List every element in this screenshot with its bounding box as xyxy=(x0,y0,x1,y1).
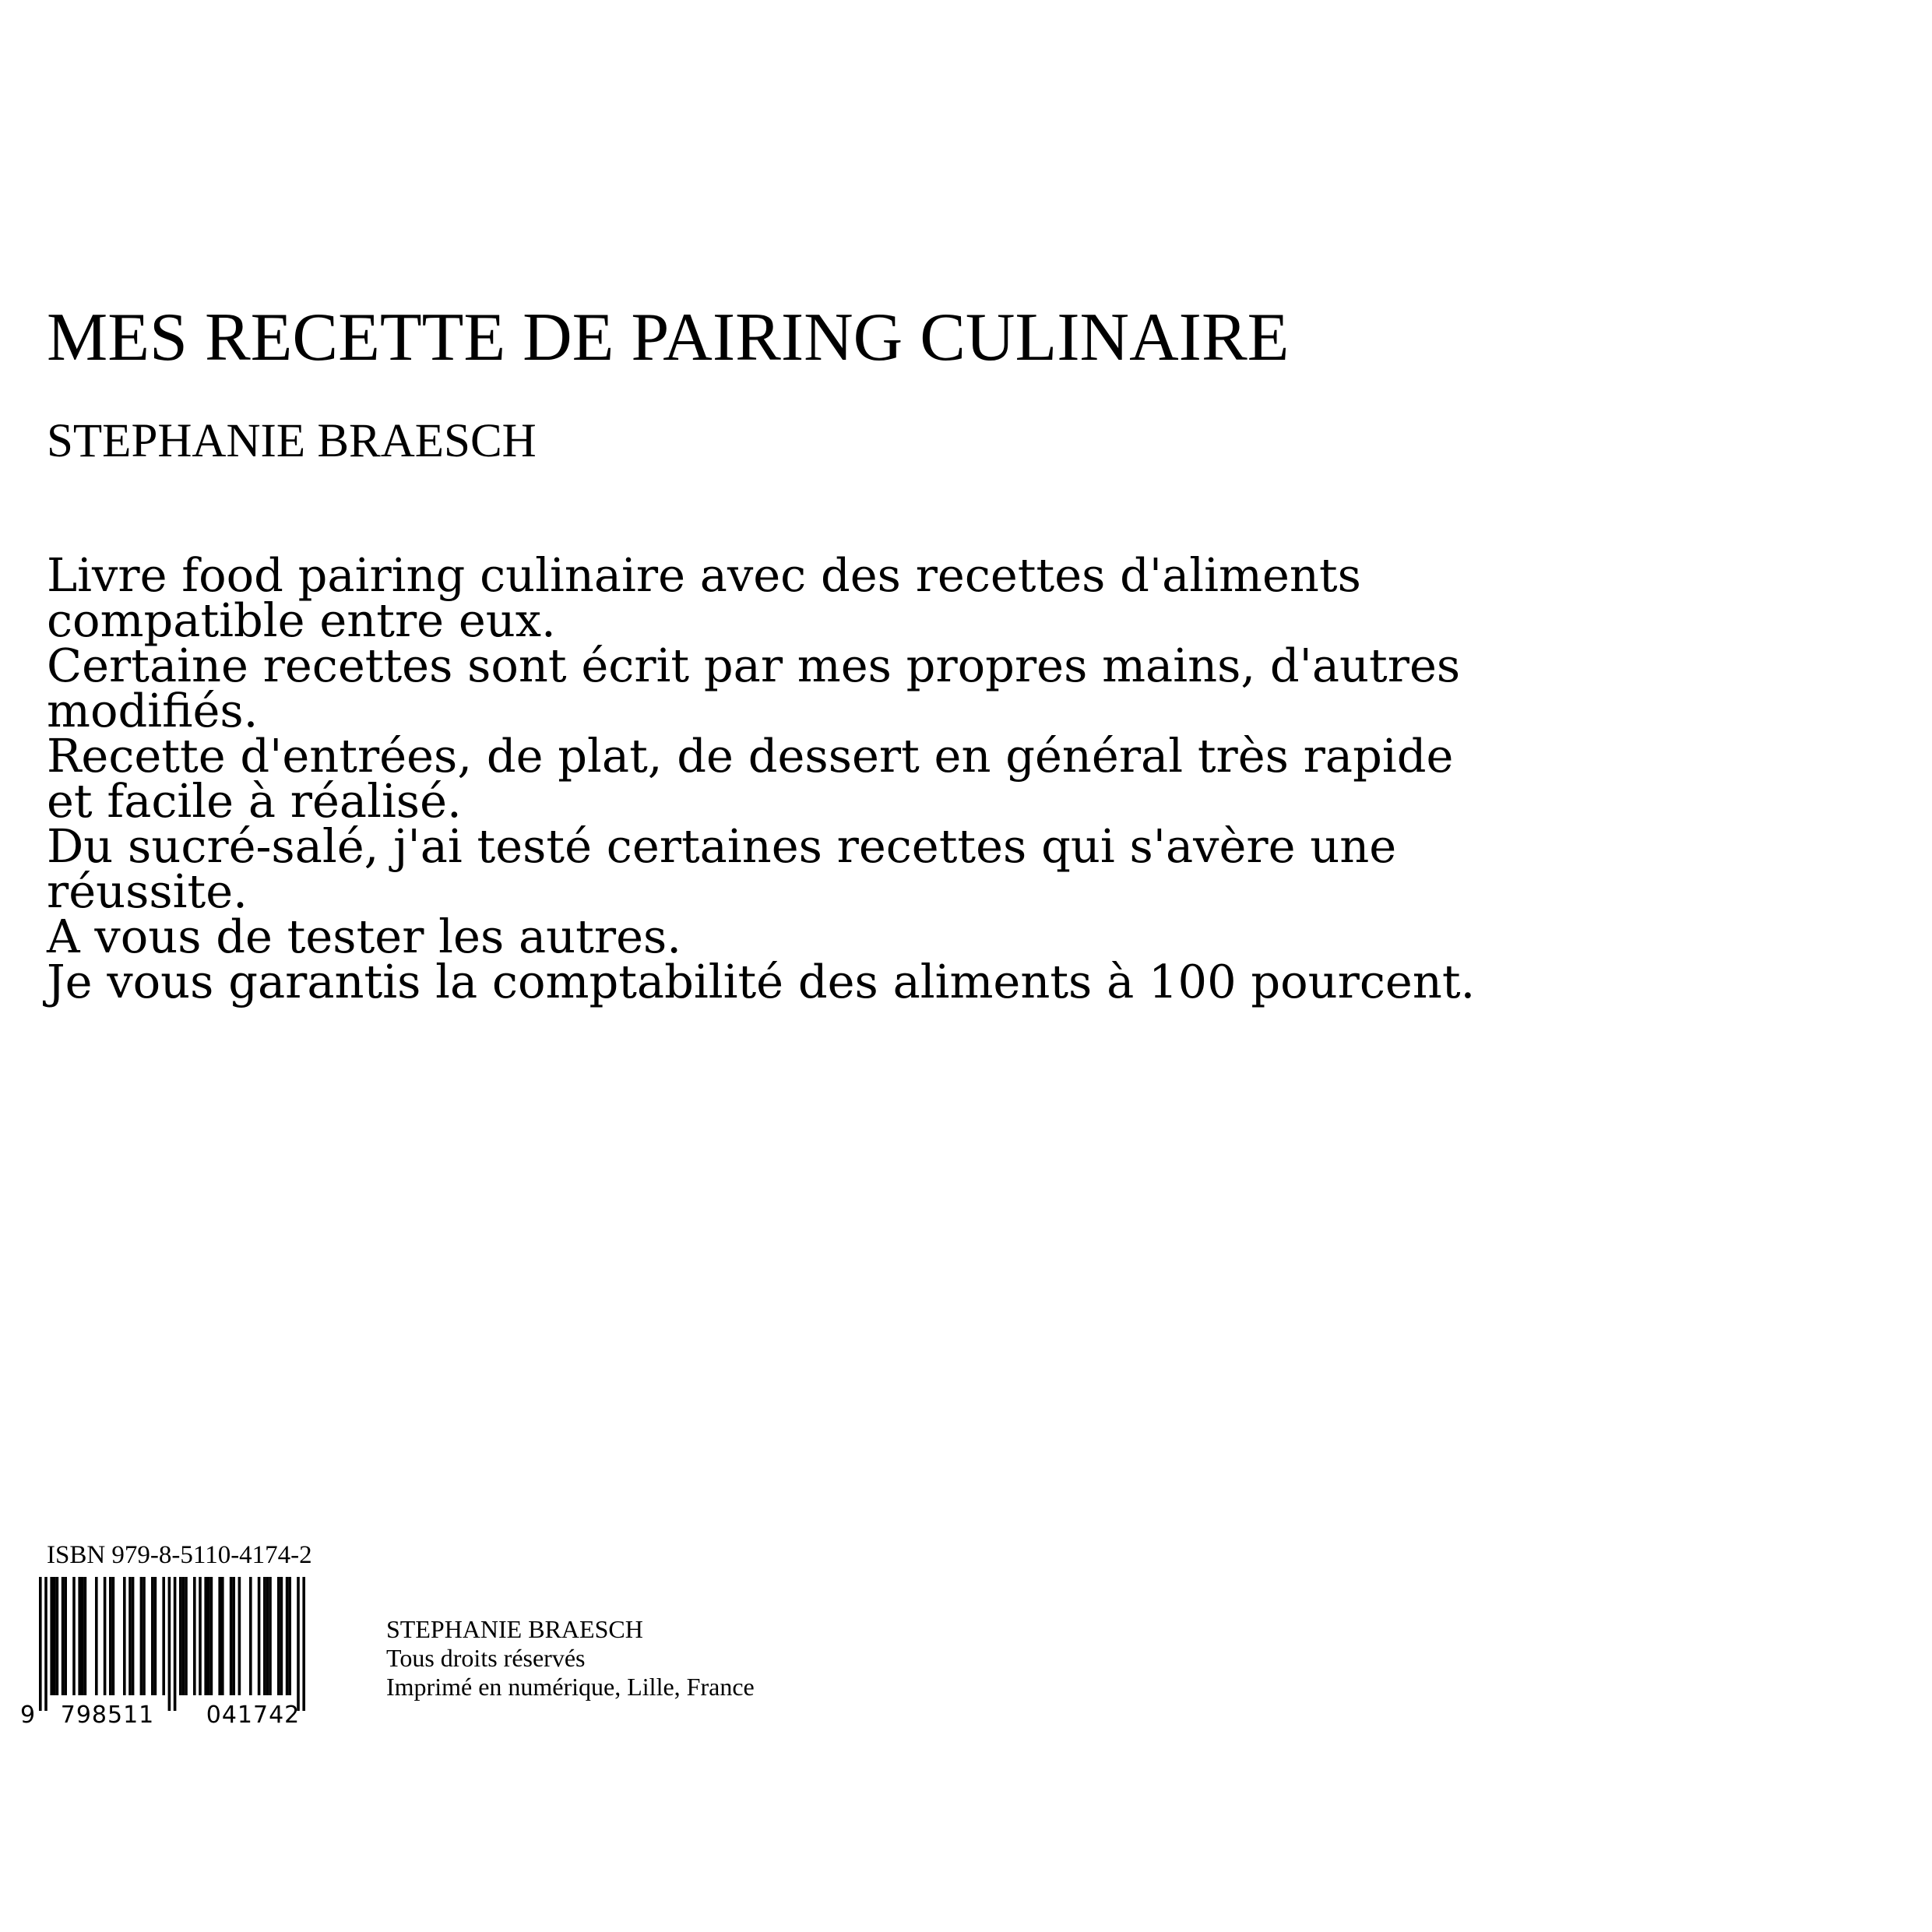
barcode-bar xyxy=(162,1577,165,1695)
blurb-line: Certaine recettes sont écrit par mes propres mains, d'autres modifiés. xyxy=(47,639,1461,737)
barcode-bar xyxy=(266,1577,269,1695)
back-cover-blurb xyxy=(47,548,1480,1008)
barcode-bar xyxy=(72,1577,76,1695)
blurb-line: Recette d'entrées, de plat, de dessert en général très rapide et facile à réalisé. xyxy=(47,729,1454,828)
blurb-line: Je vous garantis la comptabilité des aliments à 100 pourcent. xyxy=(47,955,1476,1008)
barcode-bar xyxy=(109,1577,112,1695)
blurb-line: A vous de tester les autres. xyxy=(47,910,682,963)
imprint-block xyxy=(386,1615,755,1701)
barcode-bar xyxy=(140,1577,143,1695)
barcode-bar xyxy=(128,1577,132,1695)
isbn-label: ISBN 979-8-5110-4174-2 xyxy=(47,1541,312,1569)
barcode-bar xyxy=(132,1577,135,1695)
barcode-bar xyxy=(258,1577,261,1695)
blurb-line: Livre food pairing culinaire avec des recettes d'aliments compatible entre eux. xyxy=(47,548,1361,647)
barcode-bar xyxy=(230,1577,233,1695)
barcode-guard-bar xyxy=(174,1577,177,1711)
barcode-bar xyxy=(204,1577,207,1695)
imprint-printing: Imprimé en numérique, Lille, France xyxy=(386,1673,755,1701)
barcode-bar xyxy=(269,1577,272,1695)
barcode-bar xyxy=(238,1577,241,1695)
barcode-bar xyxy=(112,1577,115,1695)
barcode-bar xyxy=(53,1577,56,1695)
barcode-bar xyxy=(218,1577,221,1695)
barcode-bar xyxy=(151,1577,154,1695)
barcode-bar xyxy=(193,1577,196,1695)
barcode-guard-bar xyxy=(302,1577,305,1711)
barcode-bar xyxy=(185,1577,188,1695)
barcode-bar xyxy=(210,1577,213,1695)
barcode-bar xyxy=(277,1577,280,1695)
barcode-bar xyxy=(104,1577,107,1695)
barcode-bar xyxy=(232,1577,235,1695)
barcode-guard-bar xyxy=(39,1577,42,1711)
barcode-bar xyxy=(95,1577,98,1695)
barcode-bar xyxy=(81,1577,84,1695)
barcode-bar xyxy=(84,1577,87,1695)
barcode-bar xyxy=(249,1577,252,1695)
imprint-publisher: STEPHANIE BRAESCH xyxy=(386,1615,643,1643)
isbn-barcode xyxy=(16,1577,335,1725)
barcode-bar xyxy=(64,1577,67,1695)
barcode-bar xyxy=(199,1577,202,1695)
barcode-bar xyxy=(221,1577,224,1695)
barcode-bar xyxy=(286,1577,289,1695)
barcode-bar xyxy=(207,1577,210,1695)
book-title: MES RECETTE DE PAIRING CULINAIRE xyxy=(47,300,1290,375)
barcode-bars xyxy=(39,1577,305,1711)
barcode-guard-bar xyxy=(44,1577,48,1711)
blurb-line: Du sucré-salé, j'ai testé certaines recettes qui s'avère une réussite. xyxy=(47,819,1397,918)
barcode-bar xyxy=(288,1577,291,1695)
barcode-guard-bar xyxy=(297,1577,300,1711)
barcode-bar xyxy=(78,1577,81,1695)
barcode-guard-bar xyxy=(168,1577,171,1711)
barcode-right-digits: 041742 xyxy=(206,1701,301,1725)
barcode-bar xyxy=(56,1577,59,1695)
barcode-bar xyxy=(62,1577,65,1695)
imprint-rights: Tous droits réservés xyxy=(386,1644,586,1672)
barcode-bar xyxy=(263,1577,266,1695)
barcode-bar xyxy=(50,1577,53,1695)
barcode-bar xyxy=(143,1577,146,1695)
barcode-bar xyxy=(154,1577,157,1695)
author-name: STEPHANIE BRAESCH xyxy=(47,415,537,467)
barcode-left-digits: 798511 xyxy=(60,1701,155,1725)
barcode-bar xyxy=(280,1577,283,1695)
barcode-bar xyxy=(123,1577,126,1695)
barcode-bar xyxy=(182,1577,185,1695)
barcode-bar xyxy=(179,1577,182,1695)
barcode-first-digit: 9 xyxy=(20,1701,36,1725)
